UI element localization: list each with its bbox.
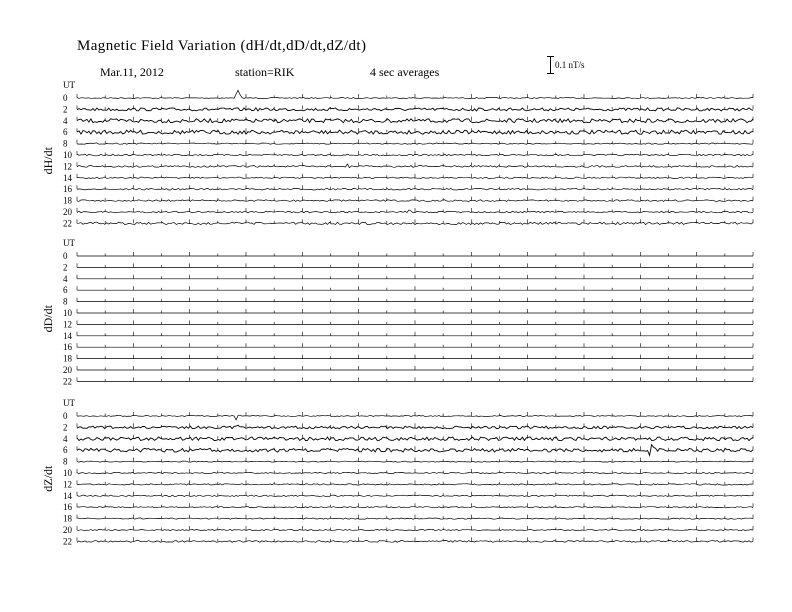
row-label: 6 bbox=[63, 285, 68, 296]
row-label: 14 bbox=[63, 330, 72, 341]
row-label: 22 bbox=[63, 376, 72, 387]
row-label: 14 bbox=[63, 490, 72, 501]
row-label: 10 bbox=[63, 308, 72, 318]
row-label: 22 bbox=[63, 218, 72, 229]
averaging-label: 4 sec averages bbox=[370, 65, 440, 79]
row-label: 4 bbox=[63, 115, 68, 126]
row-label: 14 bbox=[63, 172, 72, 183]
row-label: 20 bbox=[63, 207, 72, 217]
ut-header: UT bbox=[63, 238, 75, 248]
row-label: 8 bbox=[63, 296, 68, 307]
trace-line bbox=[77, 143, 753, 144]
row-label: 4 bbox=[63, 433, 68, 444]
row-label: 2 bbox=[63, 422, 68, 433]
row-label: 6 bbox=[63, 127, 68, 138]
row-label: 22 bbox=[63, 536, 72, 547]
row-label: 0 bbox=[63, 411, 68, 421]
row-label: 6 bbox=[63, 445, 68, 456]
chart-title: Magnetic Field Variation (dH/dt,dD/dt,dZ/dt) bbox=[77, 38, 367, 54]
ut-header: UT bbox=[63, 398, 75, 408]
panel-ylabel: dH/dt bbox=[41, 147, 55, 175]
row-label: 8 bbox=[63, 138, 68, 149]
row-label: 16 bbox=[63, 342, 72, 353]
row-label: 18 bbox=[63, 353, 72, 364]
row-label: 10 bbox=[63, 468, 72, 478]
row-label: 10 bbox=[63, 150, 72, 160]
trace-line bbox=[77, 415, 753, 420]
row-label: 4 bbox=[63, 273, 68, 284]
row-label: 12 bbox=[63, 161, 72, 172]
row-label: 12 bbox=[63, 319, 72, 330]
row-label: 2 bbox=[63, 262, 68, 273]
trace-line bbox=[77, 472, 753, 473]
row-label: 20 bbox=[63, 525, 72, 535]
scale-label: 0.1 nT/s bbox=[555, 60, 585, 70]
panel-ylabel: dD/dt bbox=[41, 305, 55, 333]
row-label: 8 bbox=[63, 456, 68, 467]
row-label: 20 bbox=[63, 365, 72, 375]
row-label: 18 bbox=[63, 513, 72, 524]
ut-header: UT bbox=[63, 80, 75, 90]
row-label: 16 bbox=[63, 184, 72, 195]
panel-ylabel: dZ/dt bbox=[41, 465, 55, 492]
date-label: Mar.11, 2012 bbox=[100, 65, 164, 79]
station-label: station=RIK bbox=[235, 65, 295, 79]
row-label: 0 bbox=[63, 93, 68, 103]
row-label: 16 bbox=[63, 502, 72, 513]
row-label: 2 bbox=[63, 104, 68, 115]
row-label: 12 bbox=[63, 479, 72, 490]
row-label: 0 bbox=[63, 251, 68, 261]
row-label: 18 bbox=[63, 195, 72, 206]
